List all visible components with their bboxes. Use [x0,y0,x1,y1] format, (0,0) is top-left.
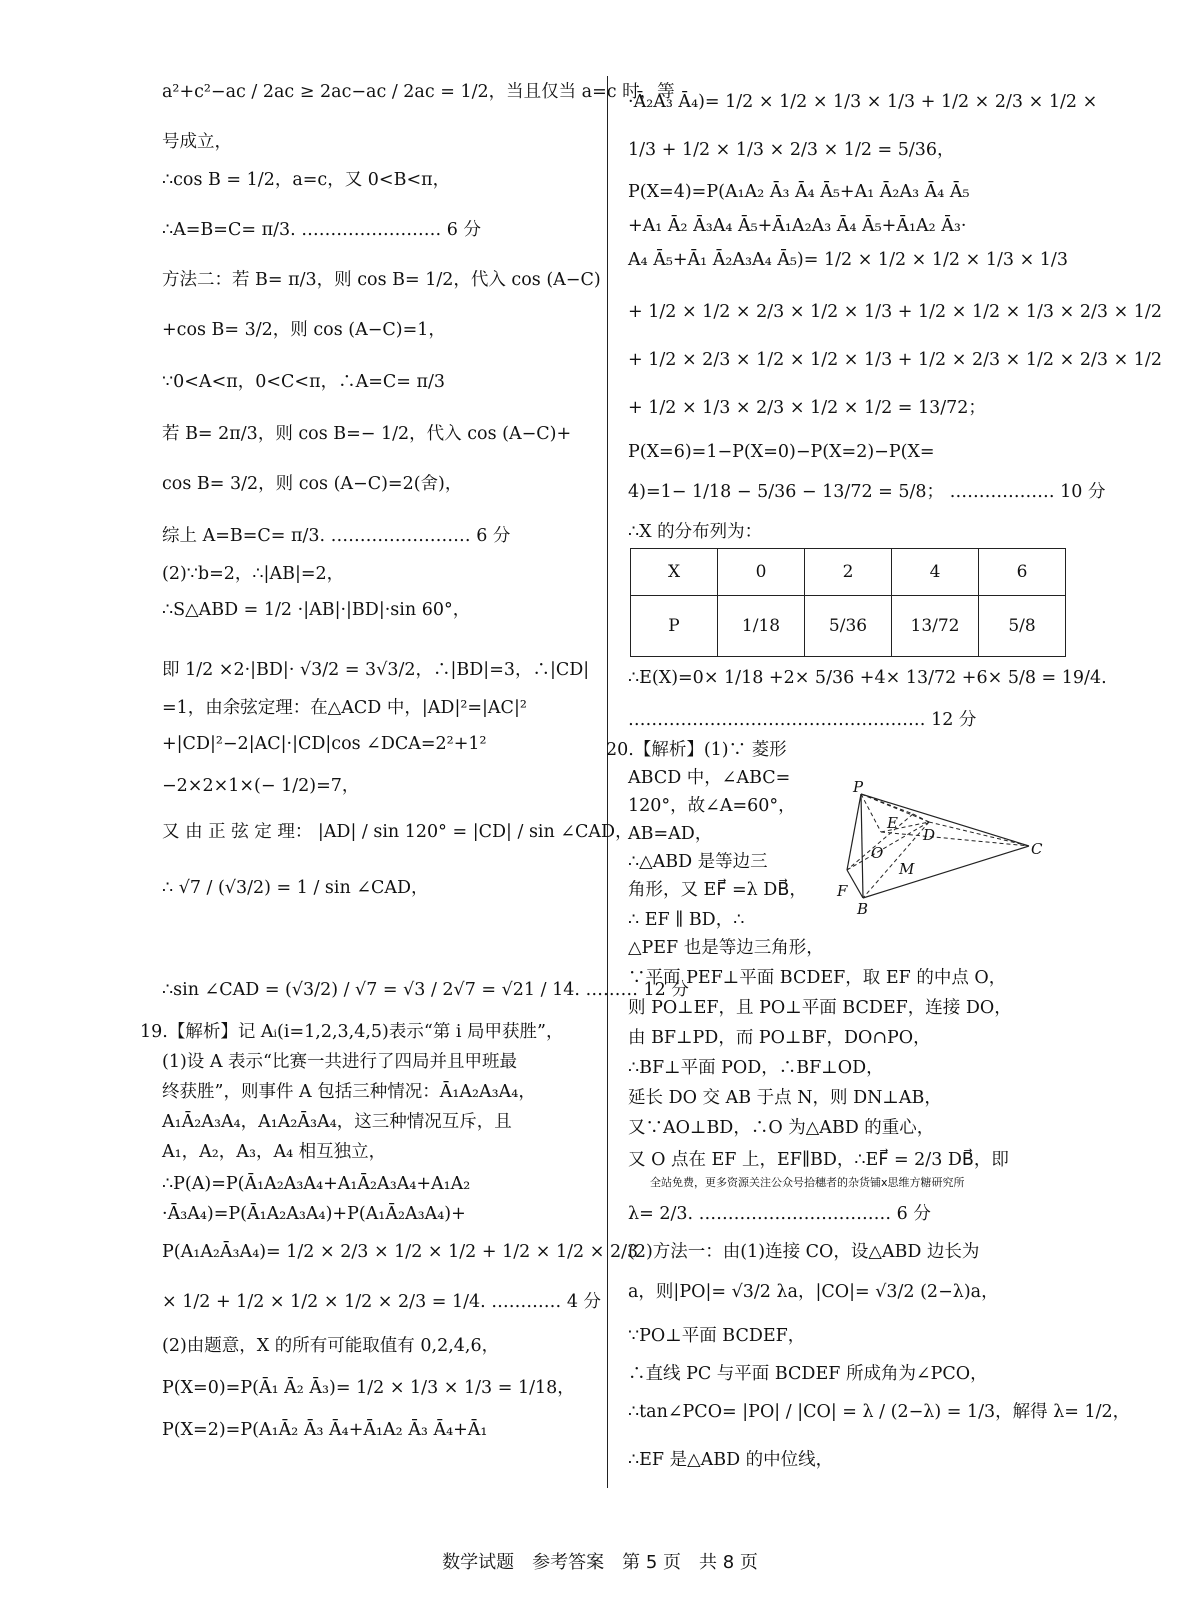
text-line: ∴A=B=C= π/3. …………………… 6 分 [162,220,481,240]
table-cell: 5/8 [979,596,1066,657]
text-line: ABCD 中，∠ABC= [628,768,791,788]
table-cell: 13/72 [892,596,979,657]
text-line: × 1/2 + 1/2 × 1/2 × 1/2 × 2/3 = 1/4. ………… 4 分 [162,1292,602,1312]
label-f: F [837,882,848,900]
table-row [631,596,1066,657]
text-line: ∴ √7 / (√3/2) = 1 / sin ∠CAD， [162,878,429,898]
text-line: (2)∵b=2，∴|AB|=2， [162,564,345,584]
text-line: +cos B= 3/2，则 cos (A−C)=1， [162,320,446,340]
text-line: ∵平面 PEF⊥平面 BCDEF，取 EF 的中点 O， [628,968,1007,988]
column-divider [607,76,608,1488]
pyramid-figure [837,778,1069,928]
text-line: ∵PO⊥平面 BCDEF， [628,1326,806,1346]
text-line: cos B= 3/2，则 cos (A−C)=2(舍)， [162,474,463,494]
text-line: 综上 A=B=C= π/3. …………………… 6 分 [162,526,511,546]
label-b: B [857,900,869,918]
text-line: 19.【解析】记 Aᵢ(i=1,2,3,4,5)表示“第 i 局甲获胜”， [140,1022,564,1042]
text-line: λ= 2/3. …………………………… 6 分 [628,1204,931,1224]
text-line: 则 PO⊥EF，且 PO⊥平面 BCDEF，连接 DO， [628,998,1012,1018]
edge-ed [913,814,929,822]
text-line: + 1/2 × 1/2 × 2/3 × 1/2 × 1/3 + 1/2 × 1/2 × 1/3 × 2/3 × 1/2 [628,302,1162,322]
text-line: P(A₁A₂Ā₃A₄)= 1/2 × 2/3 × 1/2 × 1/2 + 1/2 × 1/2 × 2/3 [162,1242,639,1262]
edge-dc [929,822,1029,846]
text-line: 角形，又 EF⃗ =λ DB⃗， [628,880,807,900]
text-line: P(X=2)=P(A₁Ā₂ Ā₃ Ā₄+Ā₁A₂ Ā₃ Ā₄+Ā₁ [162,1420,488,1440]
table-header-cell: X [631,549,718,596]
text-line: +|CD|²−2|AC|·|CD|cos ∠DCA=2²+1² [162,734,487,754]
text-line: a，则|PO|= √3/2 λa，|CO|= √3/2 (2−λ)a， [628,1282,999,1302]
text-line: ∴cos B = 1/2，a=c，又 0<B<π， [162,170,451,190]
text-line: + 1/2 × 1/3 × 2/3 × 1/2 × 1/2 = 13/72； [628,398,986,418]
text-line: ∴BF⊥平面 POD，∴BF⊥OD， [628,1058,884,1078]
text-line: △PEF 也是等边三角形， [628,938,824,958]
text-line: ∴EF 是△ABD 的中位线， [628,1450,834,1470]
text-line: A₁，A₂，A₃，A₄ 相互独立， [162,1142,387,1162]
text-line: 终获胜”，则事件 A 包括三种情况：Ā₁A₂A₃A₄， [162,1082,536,1102]
label-p: P [853,778,864,796]
table-cell: 1/18 [718,596,805,657]
text-line: P(X=4)=P(A₁A₂ Ā₃ Ā₄ Ā₅+A₁ Ā₂A₃ Ā₄ Ā₅ [628,182,970,202]
edge-pb [861,794,863,898]
text-line: ∴P(A)=P(Ā₁A₂A₃A₄+A₁Ā₂A₃A₄+A₁A₂ [162,1174,471,1194]
text-line: 又 O 点在 EF 上，EF∥BD，∴EF⃗ = 2/3 DB⃗，即 [628,1150,1009,1170]
text-line: P(X=6)=1−P(X=0)−P(X=2)−P(X= [628,442,935,462]
text-line: 由 BF⊥PD，而 PO⊥BF，DO∩PO， [628,1028,931,1048]
table-cell: 6 [979,549,1066,596]
text-line: 1/3 + 1/2 × 1/3 × 2/3 × 1/2 = 5/36， [628,140,955,160]
text-line: ·Ā₃A₄)=P(Ā₁A₂A₃A₄)+P(A₁Ā₂A₃A₄)+ [162,1204,466,1224]
text-line: +A₁ Ā₂ Ā₃A₄ Ā₅+Ā₁A₂A₃ Ā₄ Ā₅+Ā₁A₂ Ā₃· [628,216,967,236]
text-line: …………………………………………… 12 分 [628,710,977,730]
text-line: A₁Ā₂A₃A₄，A₁A₂Ā₃A₄，这三种情况互斥，且 [162,1112,512,1132]
label-d: D [923,826,936,844]
text-line: ∴tan∠PCO= |PO| / |CO| = λ / (2−λ) = 1/3，解得 λ= 1/2， [628,1402,1131,1422]
text-line: ∴X 的分布列为： [628,522,763,542]
text-line: ∴直线 PC 与平面 BCDEF 所成角为∠PCO， [628,1364,988,1384]
text-line: ·Ā₂A₃ Ā₄)= 1/2 × 1/2 × 1/3 × 1/3 + 1/2 × 2/3 × 1/2 × [628,92,1098,112]
text-line: 若 B= 2π/3，则 cos B=− 1/2，代入 cos (A−C)+ [162,424,572,444]
text-line: AB=AD， [628,824,713,844]
edge-pf [847,794,861,870]
text-line: ∵0<A<π，0<C<π，∴A=C= π/3 [162,372,446,392]
text-line: −2×2×1×(− 1/2)=7， [162,776,360,796]
text-line: ∴sin ∠CAD = (√3/2) / √7 = √3 / 2√7 = √21 / 14. ……… 12 分 [162,980,689,1000]
text-line: ∴E(X)=0× 1/18 +2× 5/36 +4× 13/72 +6× 5/8 = 19/4. [628,668,1107,688]
table-cell: 0 [718,549,805,596]
distribution-table [630,548,1066,657]
text-line: ∴△ABD 是等边三 [628,852,768,872]
text-line: 又 由 正 弦 定 理： |AD| / sin 120° = |CD| / sin ∠CAD， [162,822,633,842]
text-line: 号成立， [162,132,232,152]
table-cell: 2 [805,549,892,596]
text-line: =1，由余弦定理：在△ACD 中，|AD|²=|AC|² [162,698,527,718]
text-line: P(X=0)=P(Ā₁ Ā₂ Ā₃)= 1/2 × 1/3 × 1/3 = 1/18， [162,1378,575,1398]
label-m: M [899,860,915,878]
text-line: 延长 DO 交 AB 于点 N，则 DN⊥AB， [628,1088,942,1108]
text-line: 4)=1− 1/18 − 5/36 − 13/72 = 5/8； ……………… 10 分 [628,482,1106,502]
text-line: 方法二：若 B= π/3，则 cos B= 1/2，代入 cos (A−C) [162,270,601,290]
table-cell: 5/36 [805,596,892,657]
label-o: O [871,844,884,862]
text-line: A₄ Ā₅+Ā₁ Ā₂A₃A₄ Ā₅)= 1/2 × 1/2 × 1/2 × 1/3 × 1/3 [628,250,1068,270]
text-line: ∴ EF ∥ BD，∴ [628,910,745,930]
page-footer: 数学试题 参考答案 第 5 页 共 8 页 [442,1552,758,1573]
text-line: + 1/2 × 2/3 × 1/2 × 1/2 × 1/3 + 1/2 × 2/3 × 1/2 × 2/3 × 1/2 [628,350,1162,370]
edge-fb [847,870,863,898]
text-line: 20.【解析】(1)∵ 菱形 [606,740,787,760]
text-line: 120°，故∠A=60°， [628,796,796,816]
table-row [631,549,1066,596]
label-c: C [1031,840,1043,858]
table-cell: 4 [892,549,979,596]
text-line: 又∵AO⊥BD，∴O 为△ABD 的重心， [628,1118,935,1138]
table-header-cell: P [631,596,718,657]
watermark-note: 全站免费，更多资源关注公众号拾穗者的杂货铺x思维方糖研究所 [650,1176,965,1189]
text-line: 即 1/2 ×2·|BD|· √3/2 = 3√3/2，∴|BD|=3，∴|CD| [162,660,590,680]
label-e: E [887,814,898,832]
text-line: (2)由题意，X 的所有可能取值有 0,2,4,6， [162,1336,500,1356]
text-line: a²+c²−ac / 2ac ≥ 2ac−ac / 2ac = 1/2，当且仅当 a=c 时，等 [162,82,675,102]
text-line: ∴S△ABD = 1/2 ·|AB|·|BD|·sin 60°， [162,600,471,620]
text-line: (1)设 A 表示“比赛一共进行了四局并且甲班最 [162,1052,517,1072]
text-line: (2)方法一：由(1)连接 CO，设△ABD 边长为 [628,1242,980,1262]
edge-bc [863,846,1029,898]
